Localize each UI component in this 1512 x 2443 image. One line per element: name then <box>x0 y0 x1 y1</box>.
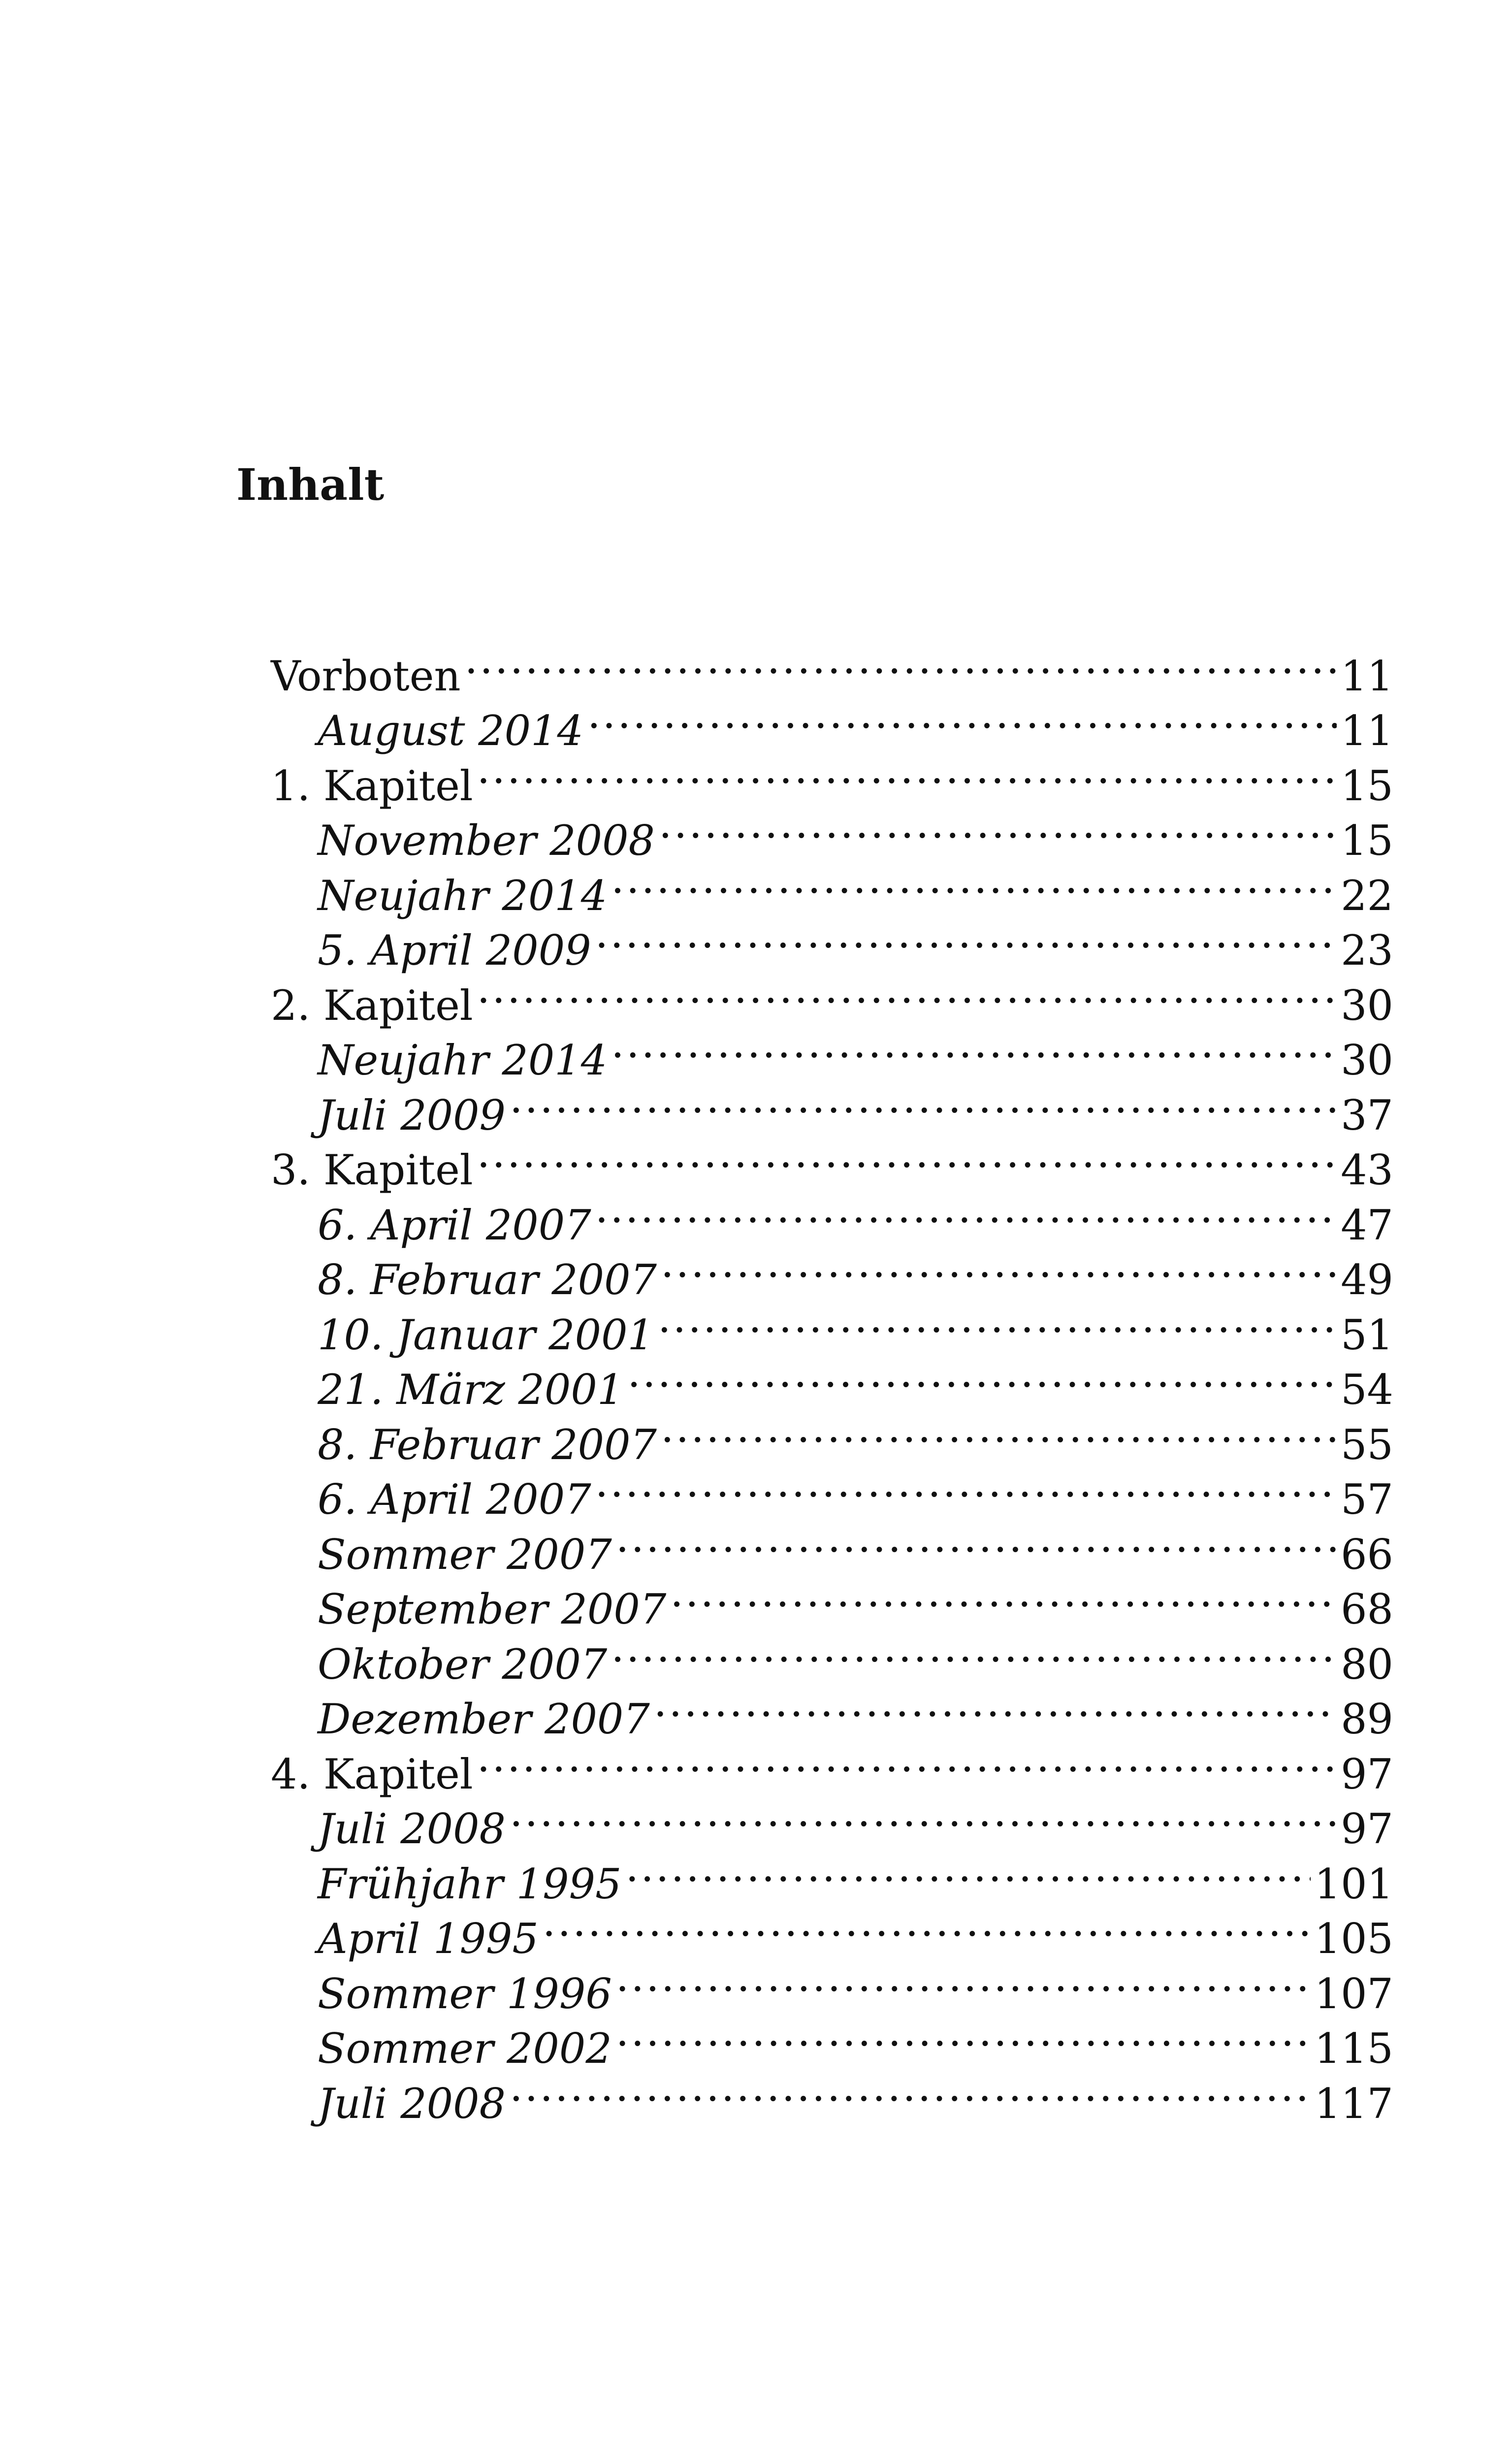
toc-entry-label: 21. März 2001 <box>318 1366 624 1414</box>
toc-entry-label: Oktober 2007 <box>318 1640 608 1689</box>
toc-entry-page-number: 23 <box>1341 926 1393 975</box>
toc-entry-label: 8. Februar 2007 <box>318 1256 657 1304</box>
toc-entry-page-number: 97 <box>1341 1805 1393 1853</box>
dot-leader <box>477 745 1337 800</box>
toc-entry-label: 6. April 2007 <box>318 1201 591 1249</box>
dot-leader <box>670 1569 1337 1624</box>
dot-leader <box>595 1184 1337 1239</box>
toc-entry-label: Neujahr 2014 <box>318 871 608 920</box>
toc-entry-page-number: 115 <box>1314 2024 1393 2073</box>
dot-leader <box>510 2063 1311 2118</box>
toc-entry-label: Sommer 2007 <box>318 1530 612 1579</box>
dot-leader <box>616 1514 1337 1569</box>
toc-entry-label: 2. Kapitel <box>271 981 473 1030</box>
dot-leader <box>477 965 1337 1020</box>
toc-entry-page-number: 80 <box>1341 1640 1393 1689</box>
toc-entry-page-number: 47 <box>1341 1201 1393 1249</box>
toc-entry-label: Juli 2009 <box>318 1091 506 1140</box>
dot-leader <box>627 1349 1337 1404</box>
toc-entry-label: Sommer 1996 <box>318 1969 612 2018</box>
toc-entry-page-number: 11 <box>1341 707 1393 755</box>
toc-entry-label: Neujahr 2014 <box>318 1036 608 1084</box>
page-title: Inhalt <box>236 459 385 510</box>
toc-entry-page-number: 49 <box>1341 1256 1393 1304</box>
toc-entry-page-number: 43 <box>1341 1146 1393 1194</box>
toc-entry-label: April 1995 <box>318 1915 539 1963</box>
toc-entry-label: 5. April 2009 <box>318 926 591 975</box>
toc-entry-label: November 2008 <box>318 816 655 865</box>
toc-entry-label: 3. Kapitel <box>271 1146 473 1194</box>
toc-entry-page-number: 15 <box>1341 816 1393 865</box>
toc-entry-label: Vorboten <box>271 651 461 700</box>
dot-leader <box>626 1843 1311 1898</box>
toc-entry-page-number: 37 <box>1341 1091 1393 1140</box>
dot-leader <box>611 1624 1337 1679</box>
dot-leader <box>611 855 1337 910</box>
dot-leader <box>661 1404 1337 1459</box>
dot-leader <box>465 635 1337 690</box>
dot-leader <box>659 800 1337 855</box>
toc-entry-label: Juli 2008 <box>318 1805 506 1853</box>
dot-leader <box>543 1898 1311 1954</box>
dot-leader <box>510 1789 1337 1844</box>
dot-leader <box>654 1679 1337 1734</box>
toc-entry-page-number: 105 <box>1314 1915 1393 1963</box>
toc-entry-page-number: 30 <box>1341 981 1393 1030</box>
toc-entry-label: Juli 2008 <box>318 2079 506 2128</box>
dot-leader <box>616 1953 1311 2008</box>
toc-entry-label: August 2014 <box>318 707 583 755</box>
toc-entry-page-number: 51 <box>1341 1310 1393 1359</box>
toc-entry-label: 4. Kapitel <box>271 1750 473 1798</box>
toc-entry-page-number: 55 <box>1341 1420 1393 1469</box>
dot-leader <box>510 1075 1337 1130</box>
toc-chapter-entry <box>271 635 1393 700</box>
dot-leader <box>595 1459 1337 1514</box>
toc-entry-page-number: 117 <box>1314 2079 1393 2128</box>
toc-entry-page-number: 101 <box>1314 1859 1393 1908</box>
toc-entry-page-number: 57 <box>1341 1475 1393 1524</box>
dot-leader <box>611 1020 1337 1075</box>
toc-entry-label: Dezember 2007 <box>318 1695 650 1743</box>
toc-entry-label: Frühjahr 1995 <box>318 1859 622 1908</box>
dot-leader <box>616 2008 1311 2063</box>
toc-entry-page-number: 107 <box>1314 1969 1393 2018</box>
dot-leader <box>595 910 1337 965</box>
toc-entry-page-number: 68 <box>1341 1585 1393 1633</box>
toc-entry-page-number: 30 <box>1341 1036 1393 1084</box>
toc-entry-page-number: 66 <box>1341 1530 1393 1579</box>
table-of-contents <box>271 635 1393 2128</box>
dot-leader <box>587 690 1337 746</box>
toc-entry-page-number: 15 <box>1341 761 1393 810</box>
dot-leader <box>661 1239 1337 1295</box>
toc-entry-label: 10. Januar 2001 <box>318 1310 654 1359</box>
toc-entry-page-number: 22 <box>1341 871 1393 920</box>
toc-entry-page-number: 54 <box>1341 1366 1393 1414</box>
toc-entry-page-number: 89 <box>1341 1695 1393 1743</box>
toc-entry-label: 6. April 2007 <box>318 1475 591 1524</box>
toc-entry-label: September 2007 <box>318 1585 667 1633</box>
toc-entry-label: 1. Kapitel <box>271 761 473 810</box>
toc-entry-label: Sommer 2002 <box>318 2024 612 2073</box>
dot-leader <box>477 1733 1337 1789</box>
toc-entry-page-number: 11 <box>1341 651 1393 700</box>
dot-leader <box>477 1130 1337 1185</box>
toc-entry-label: 8. Februar 2007 <box>318 1420 657 1469</box>
dot-leader <box>658 1294 1337 1349</box>
toc-entry-page-number: 97 <box>1341 1750 1393 1798</box>
